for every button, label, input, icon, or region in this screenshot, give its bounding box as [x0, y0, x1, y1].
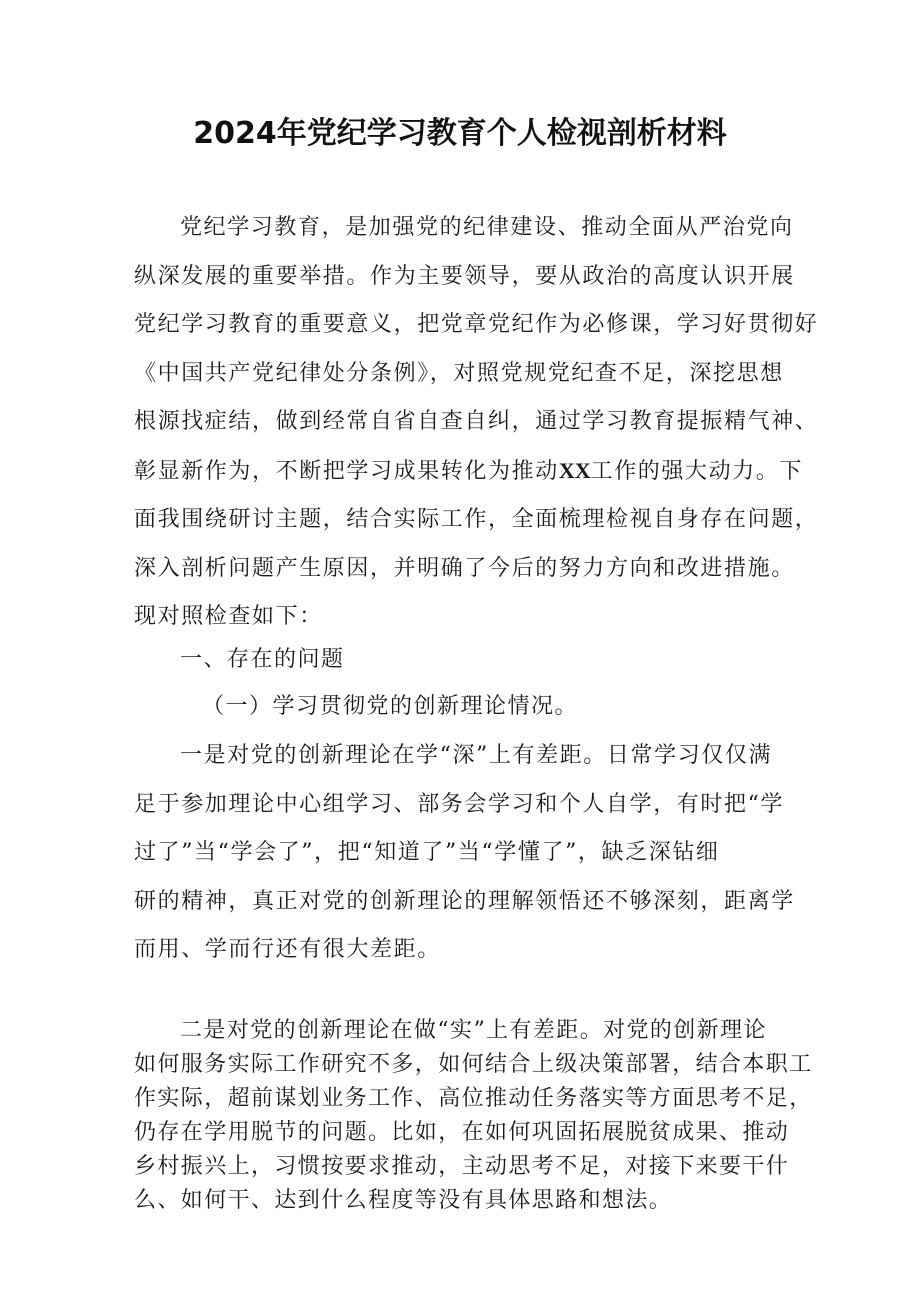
point-one-paragraph: [134, 732, 795, 975]
point-two-line: 如何服务实际工作研究不多，如何结合上级决策部署，结合本职工: [134, 1052, 813, 1077]
point-two-line: 仍存在学用脱节的问题。比如，在如何巩固拓展脱贫成果、推动: [134, 1120, 790, 1145]
point-two-paragraph: [134, 1014, 813, 1218]
intro-line-part: 工作的强大动力。下: [590, 458, 803, 484]
point-one-line: 足于参加理论中心组学习、部务会学习和个人自学，有时把“学: [134, 791, 785, 817]
subsection-heading: （一）学习贯彻党的创新理论情况。: [202, 694, 579, 719]
intro-line: 深入剖析问题产生原因，并明确了今后的努力方向和改进措施。: [134, 555, 795, 581]
point-one-line: 而用、学而行还有很大差距。: [134, 937, 441, 962]
point-two-line: 么、如何干、达到什么程度等没有具体思路和想法。: [134, 1188, 673, 1213]
xx-placeholder: XX: [558, 457, 591, 483]
intro-line: 现对照检查如下：: [134, 604, 323, 629]
intro-line: 纵深发展的重要举措。作为主要领导，要从政治的高度认识开展: [134, 263, 795, 289]
intro-line-part: 彰显新作为，不断把学习成果转化为推动: [134, 458, 559, 484]
point-two-line: 二是对党的创新理论在做“实”上有差距。对党的创新理论: [180, 1018, 767, 1043]
intro-line: 面我围绕研讨主题，结合实际工作，全面梳理检视自身存在问题，: [134, 507, 819, 532]
intro-line: 根源找症结，做到经常自省自查自纠，通过学习教育提振精气神、: [134, 409, 819, 434]
point-one-line: 一是对党的创新理论在学“深”上有差距。日常学习仅仅满: [180, 743, 773, 768]
intro-line: 党纪学习教育，是加强党的纪律建设、推动全面从严治党向: [180, 215, 794, 240]
point-two-line: 作实际，超前谋划业务工作、高位推动任务落实等方面思考不足，: [134, 1086, 813, 1111]
intro-line: 党纪学习教育的重要意义，把党章党纪作为必修课，学习好贯彻好: [134, 312, 819, 337]
point-two-line: 乡村振兴上，习惯按要求推动，主动思考不足，对接下来要干什: [134, 1154, 790, 1179]
point-one-line: 过了”当“学会了”，把“知道了”当“学懂了”，缺乏深钻细: [134, 840, 720, 865]
intro-line: [134, 447, 803, 497]
document-title: 2024年党纪学习教育个人检视剖析材料: [193, 116, 727, 151]
point-one-line: 研的精神，真正对党的创新理论的理解领悟还不够深刻，距离学: [134, 888, 795, 914]
intro-paragraph: [134, 204, 819, 642]
intro-line: 《中国共产党纪律处分条例》，对照党规党纪查不足，深挖思想: [134, 360, 784, 386]
section-heading: 一、存在的问题: [180, 647, 345, 672]
